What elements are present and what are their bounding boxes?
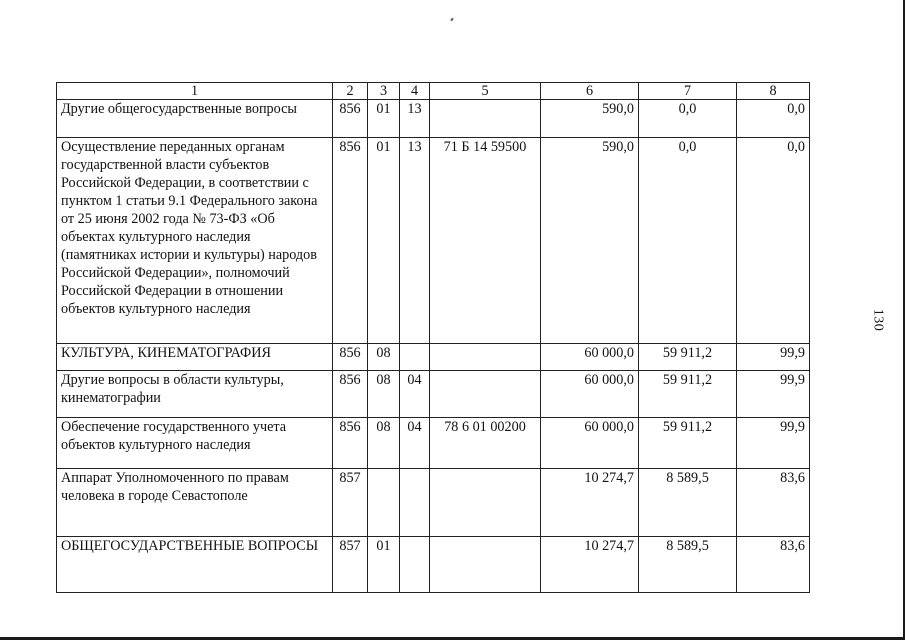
table-row [57, 537, 810, 593]
cell-c5 [430, 100, 541, 138]
cell-c2: 856 [333, 418, 368, 469]
cell-c8: 99,9 [737, 344, 810, 371]
cell-c7: 59 911,2 [639, 371, 737, 418]
cell-c7: 8 589,5 [639, 469, 737, 537]
cell-c6: 60 000,0 [541, 418, 639, 469]
column-header: 3 [368, 83, 400, 100]
column-header: 5 [430, 83, 541, 100]
cell-c7: 59 911,2 [639, 418, 737, 469]
table-row [57, 371, 810, 418]
cell-c4: 04 [400, 371, 430, 418]
row-name: ОБЩЕГОСУДАРСТВЕННЫЕ ВОПРОСЫ [57, 537, 333, 593]
column-header: 2 [333, 83, 368, 100]
cell-c2: 856 [333, 344, 368, 371]
column-header: 8 [737, 83, 810, 100]
cell-c3: 08 [368, 371, 400, 418]
cell-c5 [430, 537, 541, 593]
cell-c3: 08 [368, 418, 400, 469]
cell-c3: 01 [368, 537, 400, 593]
cell-c2: 856 [333, 371, 368, 418]
cell-c4 [400, 537, 430, 593]
row-name: Аппарат Уполномоченного по правам человека в городе Севастополе [57, 469, 333, 537]
cell-c4 [400, 344, 430, 371]
table-row [57, 469, 810, 537]
cell-c8: 83,6 [737, 537, 810, 593]
cell-c5: 71 Б 14 59500 [430, 138, 541, 344]
cell-c4: 13 [400, 100, 430, 138]
cell-c2: 856 [333, 138, 368, 344]
cell-c6: 10 274,7 [541, 537, 639, 593]
cell-c4: 04 [400, 418, 430, 469]
row-name: Другие вопросы в области культуры, кинематографии [57, 371, 333, 418]
cell-c2: 857 [333, 537, 368, 593]
cell-c2: 856 [333, 100, 368, 138]
cell-c2: 857 [333, 469, 368, 537]
cell-c3: 01 [368, 138, 400, 344]
cell-c6: 590,0 [541, 138, 639, 344]
cell-c4 [400, 469, 430, 537]
table-row [57, 418, 810, 469]
table-row [57, 138, 810, 344]
cell-c6: 60 000,0 [541, 371, 639, 418]
cell-c3: 08 [368, 344, 400, 371]
cell-c6: 10 274,7 [541, 469, 639, 537]
cell-c7: 0,0 [639, 138, 737, 344]
row-name: Обеспечение государственного учета объектов культурного наследия [57, 418, 333, 469]
cell-c6: 60 000,0 [541, 344, 639, 371]
cell-c5 [430, 371, 541, 418]
cell-c5 [430, 344, 541, 371]
table-row [57, 344, 810, 371]
cell-c5: 78 6 01 00200 [430, 418, 541, 469]
cell-c5 [430, 469, 541, 537]
cell-c4: 13 [400, 138, 430, 344]
cell-c8: 0,0 [737, 138, 810, 344]
cell-c6: 590,0 [541, 100, 639, 138]
cell-c7: 8 589,5 [639, 537, 737, 593]
table-header-row [57, 83, 810, 100]
cell-c8: 99,9 [737, 371, 810, 418]
row-name: КУЛЬТУРА, КИНЕМАТОГРАФИЯ [57, 344, 333, 371]
cell-c3: 01 [368, 100, 400, 138]
cell-c3 [368, 469, 400, 537]
row-name: Осуществление переданных органам государственной власти субъектов Российской Федерации, в соответствии с пунктом 1 статьи 9.1 Федерального закона от 25 июня 2002 года № 73-ФЗ «Об объектах культурного наследия (памятниках истории и культуры) народов Российской Федерации», полномочий Российской Федерации в отношении объектов культурного наследия [57, 138, 333, 344]
budget-table [56, 82, 810, 593]
cell-c7: 59 911,2 [639, 344, 737, 371]
column-header: 4 [400, 83, 430, 100]
column-header: 1 [57, 83, 333, 100]
page-number: 130 [870, 308, 886, 332]
column-header: 7 [639, 83, 737, 100]
cell-c8: 99,9 [737, 418, 810, 469]
cell-c8: 83,6 [737, 469, 810, 537]
cell-c8: 0,0 [737, 100, 810, 138]
cell-c7: 0,0 [639, 100, 737, 138]
table-row [57, 100, 810, 138]
row-name: Другие общегосударственные вопросы [57, 100, 333, 138]
column-header: 6 [541, 83, 639, 100]
